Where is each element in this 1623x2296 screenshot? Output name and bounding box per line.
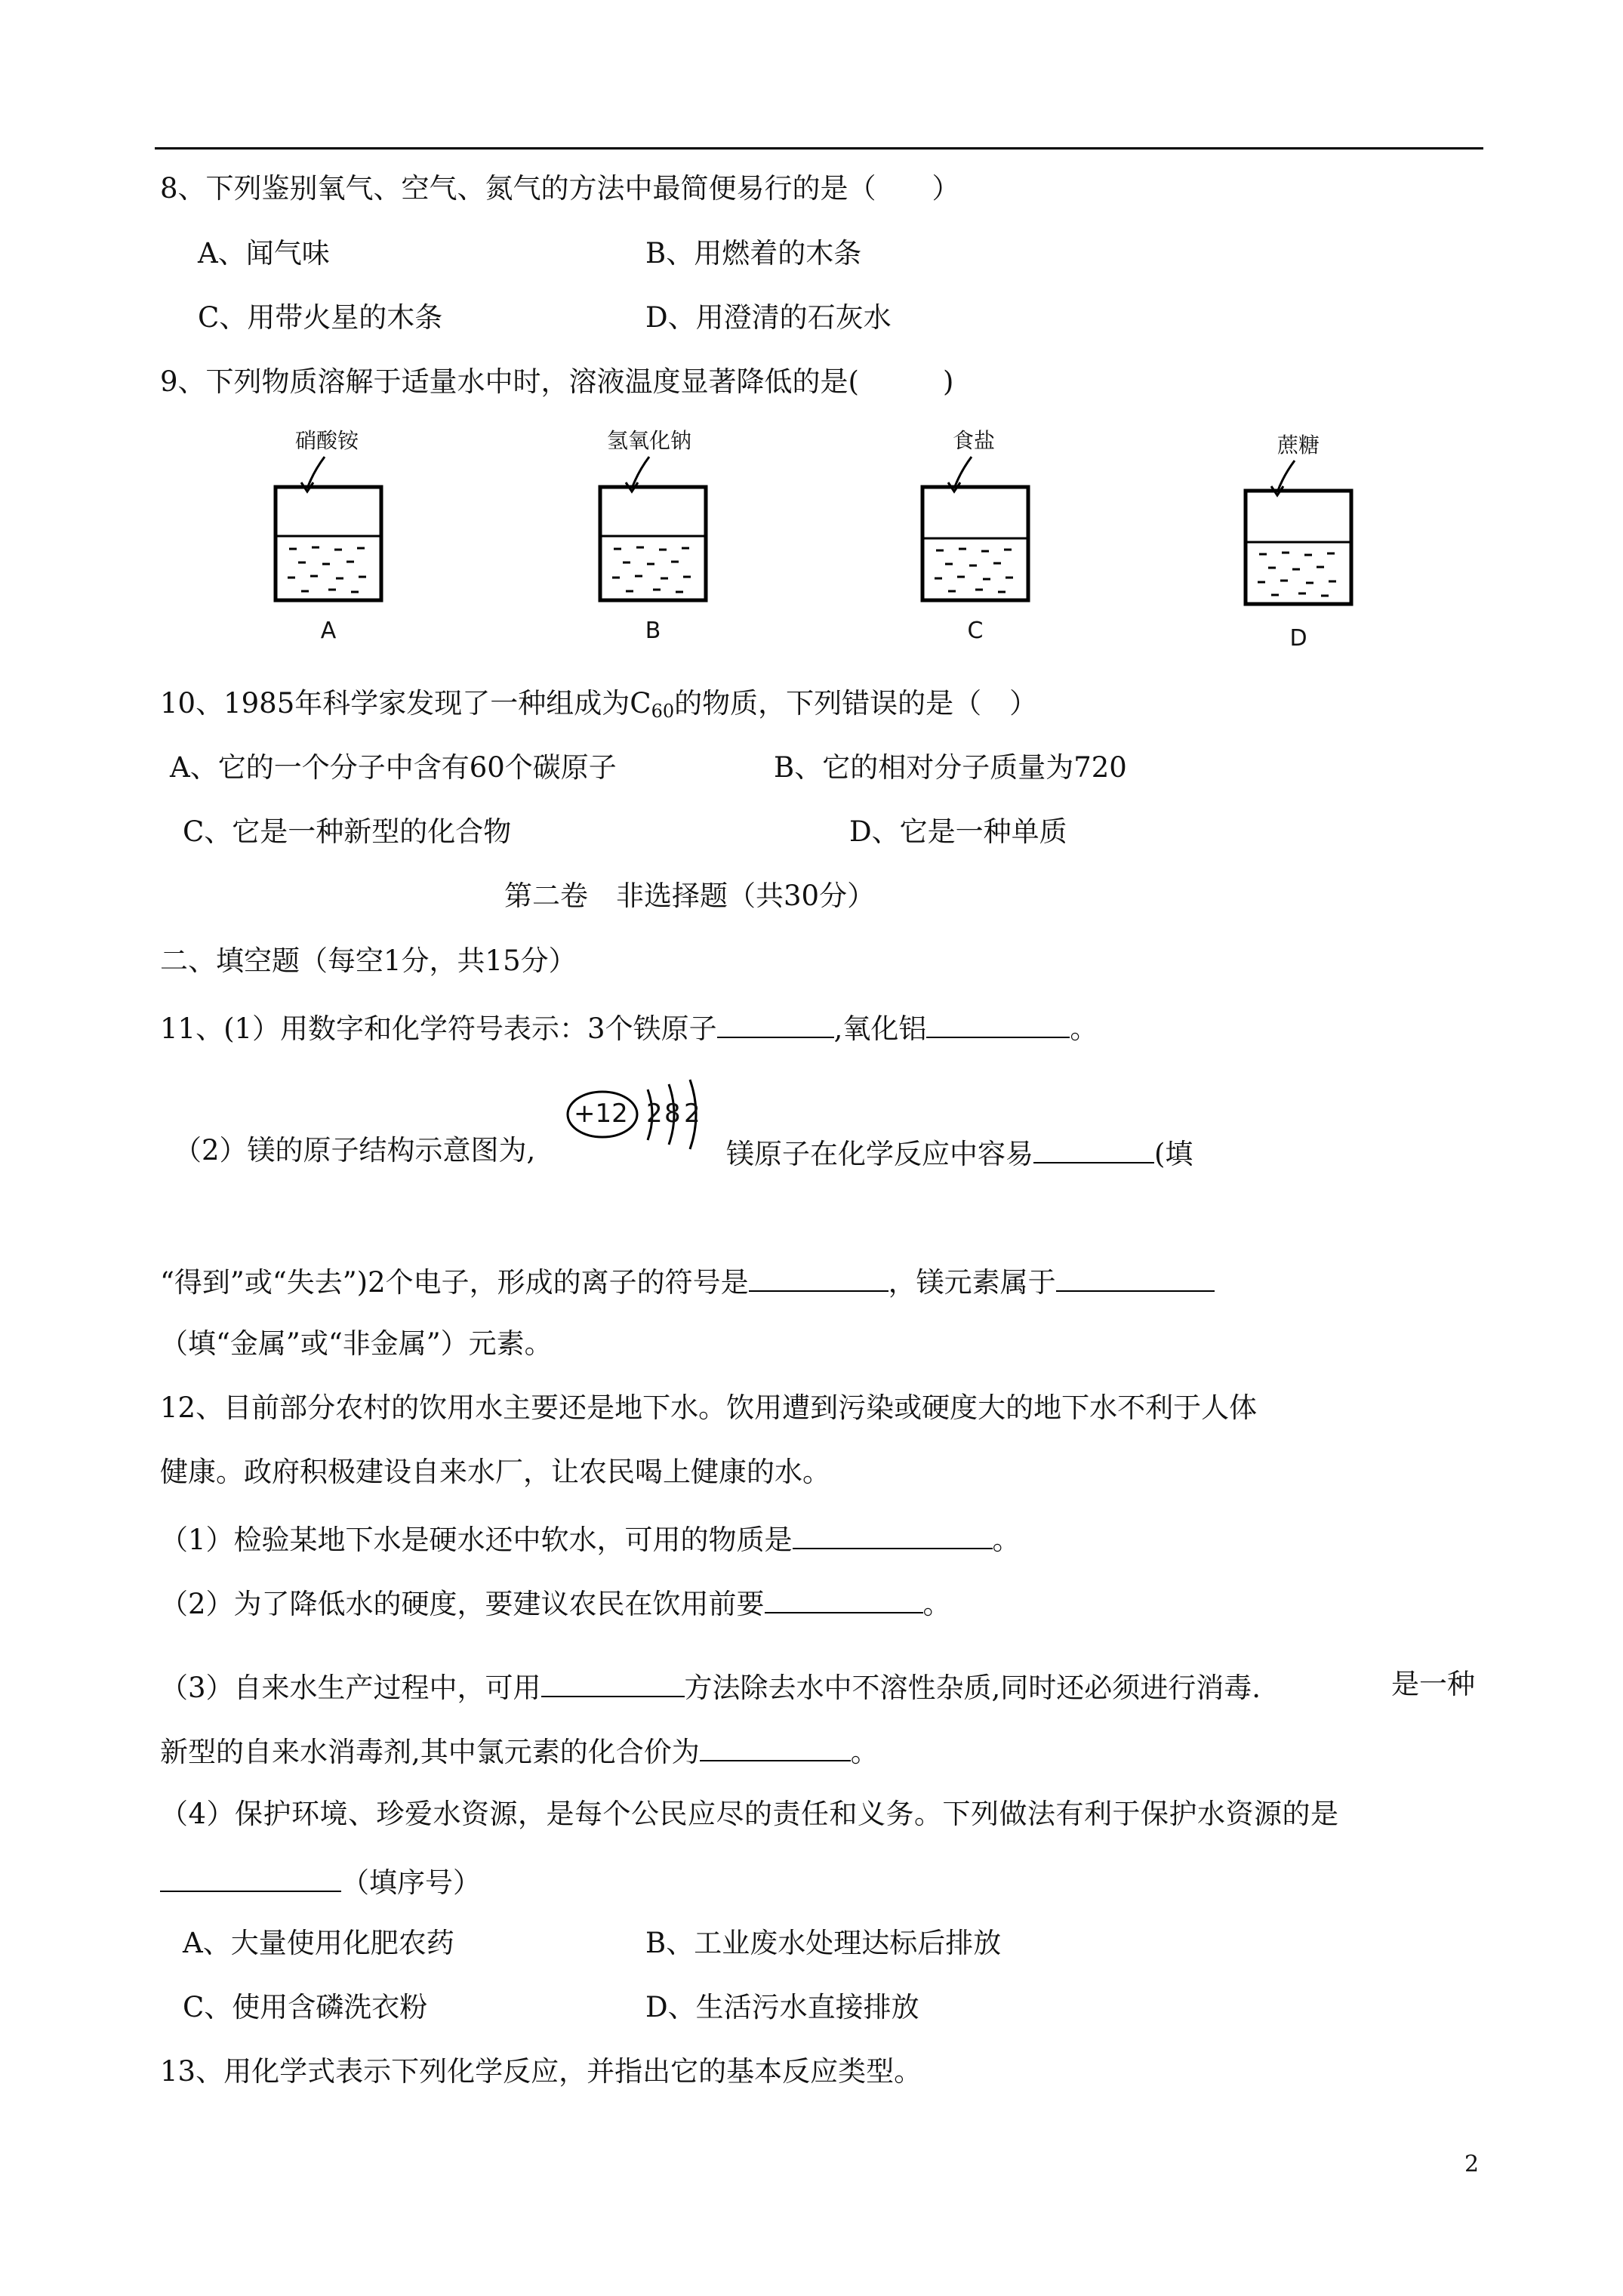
q12-option-b: B、工业废水处理达标后排放 [645, 1927, 1002, 1959]
q10-option-a: A、它的一个分子中含有60个碳原子 [170, 751, 617, 784]
beaker-d-icon [1238, 453, 1359, 634]
atom-shell-2: 8 [664, 1099, 681, 1129]
q12-p3-a: （3）自来水生产过程中，可用 [160, 1672, 541, 1704]
answer-blank-iron-atoms[interactable] [717, 1011, 834, 1038]
q12-part2 [160, 1586, 951, 1618]
q12-p3-b: 方法除去水中不溶性杂质,同时还必须进行消毒. [684, 1672, 1261, 1704]
q12-part3 [160, 1670, 1261, 1702]
q10-stem-sub: 60 [651, 701, 675, 722]
header-rule [155, 147, 1483, 149]
q11-line4: （填“金属”或“非金属”）元素。 [160, 1327, 553, 1360]
answer-blank-water-protection[interactable] [160, 1865, 341, 1892]
beaker-label-a: 硝酸铵 [294, 428, 359, 453]
beaker-letter-c: C [967, 618, 984, 644]
q12-line2: 健康。政府积极建设自来水厂，让农民喝上健康的水。 [160, 1456, 830, 1488]
atom-nucleus-charge: +12 [574, 1099, 628, 1129]
beaker-letter-a: A [320, 618, 337, 644]
q10-stem-post: 的物质，下列错误的是（ ） [674, 687, 1038, 720]
q12-option-d: D、生活污水直接排放 [645, 1991, 919, 2023]
answer-blank-filtration[interactable] [541, 1670, 685, 1697]
atom-shell-1: 2 [646, 1099, 663, 1129]
beaker-letter-b: B [645, 618, 661, 644]
q8-option-b: B、用燃着的木条 [645, 237, 862, 270]
q11-line3 [160, 1265, 1215, 1299]
beaker-label-b: 氢氧化钠 [606, 428, 691, 453]
beaker-letter-d: D [1289, 625, 1307, 652]
q12-p1-a: （1）检验某地下水是硬水还中软水，可用的物质是 [160, 1524, 793, 1556]
beaker-a-icon [268, 449, 389, 630]
q13-stem: 13、用化学式表示下列化学反应，并指出它的基本反应类型。 [160, 2055, 922, 2088]
answer-blank-hard-water-test[interactable] [793, 1522, 993, 1549]
q12-part4: （4）保护环境、珍爱水资源，是每个公民应尽的责任和义务。下列做法有利于保护水资源的是 [160, 1798, 1339, 1830]
q12-option-c: C、使用含磷洗衣粉 [183, 1991, 428, 2023]
q12-p2-b: 。 [922, 1588, 951, 1620]
q11-line2-b: 镁原子在化学反应中容易 [726, 1138, 1033, 1170]
q10-option-b: B、它的相对分子质量为720 [774, 751, 1127, 784]
beaker-label-d: 蔗糖 [1277, 433, 1320, 458]
q12-p2-a: （2）为了降低水的硬度，要建议农民在饮用前要 [160, 1588, 765, 1620]
q10-stem-pre: 10、1985年科学家发现了一种组成为C [160, 687, 651, 720]
q9-stem: 9、下列物质溶解于适量水中时，溶液温度显著降低的是( ) [160, 365, 954, 398]
q10-option-d: D、它是一种单质 [849, 815, 1067, 848]
answer-blank-reduce-hardness[interactable] [765, 1586, 923, 1613]
q11-line3-a: “得到”或“失去”)2个电子，形成的离子的符号是 [160, 1266, 749, 1299]
magnesium-atom-diagram [565, 1071, 708, 1154]
q12-part1 [160, 1522, 1021, 1554]
beaker-label-c: 食盐 [952, 428, 995, 453]
q12-option-a: A、大量使用化肥农药 [183, 1927, 454, 1959]
part2-title: 第二卷 非选择题（共30分） [504, 880, 876, 912]
section2-title: 二、填空题（每空1分，共15分） [160, 945, 577, 977]
q11-line3-b: ，镁元素属于 [888, 1266, 1056, 1299]
answer-blank-chlorine-valence[interactable] [700, 1734, 851, 1761]
q12-part4-line2 [160, 1865, 481, 1897]
answer-blank-ion-symbol[interactable] [749, 1265, 888, 1292]
atom-shell-3: 2 [684, 1099, 701, 1129]
q12-line1: 12、目前部分农村的饮用水主要还是地下水。饮用遭到污染或硬度大的地下水不利于人体 [160, 1391, 1258, 1424]
q8-option-c: C、用带火星的木条 [198, 301, 443, 334]
answer-blank-gain-lose[interactable] [1033, 1136, 1154, 1163]
q12-p3-c: 是一种 [1391, 1668, 1475, 1700]
q12-part3-line2 [160, 1734, 879, 1766]
q10-stem [160, 689, 1037, 720]
q11-line1-c: 。 [1070, 1012, 1098, 1045]
q12-p3-line2-b: 。 [850, 1736, 879, 1768]
q12-p1-b: 。 [992, 1524, 1021, 1556]
q8-option-d: D、用澄清的石灰水 [645, 301, 892, 334]
q11-line1 [160, 1011, 1098, 1043]
q12-p3-line2-a: 新型的自来水消毒剂,其中氯元素的化合价为 [160, 1736, 700, 1768]
beaker-b-icon [593, 449, 713, 630]
q11-line2-a: （2）镁的原子结构示意图为, [174, 1134, 536, 1166]
q11-line2-c: (填 [1154, 1138, 1193, 1170]
q11-line1-b: ,氧化铝 [833, 1012, 927, 1045]
q11-line2-rest [726, 1136, 1193, 1168]
answer-blank-element-type[interactable] [1056, 1265, 1215, 1292]
beaker-c-icon [915, 449, 1036, 630]
answer-blank-alumina[interactable] [926, 1011, 1070, 1038]
q8-option-a: A、闻气味 [198, 237, 330, 270]
q12-p4-line2: （填序号） [341, 1866, 481, 1899]
q10-option-c: C、它是一种新型的化合物 [183, 815, 512, 848]
q11-line1-a: 11、(1）用数字和化学符号表示：3个铁原子 [160, 1012, 717, 1045]
page-number: 2 [1464, 2151, 1480, 2177]
q8-stem: 8、下列鉴别氧气、空气、氮气的方法中最简便易行的是（ ） [160, 172, 960, 205]
